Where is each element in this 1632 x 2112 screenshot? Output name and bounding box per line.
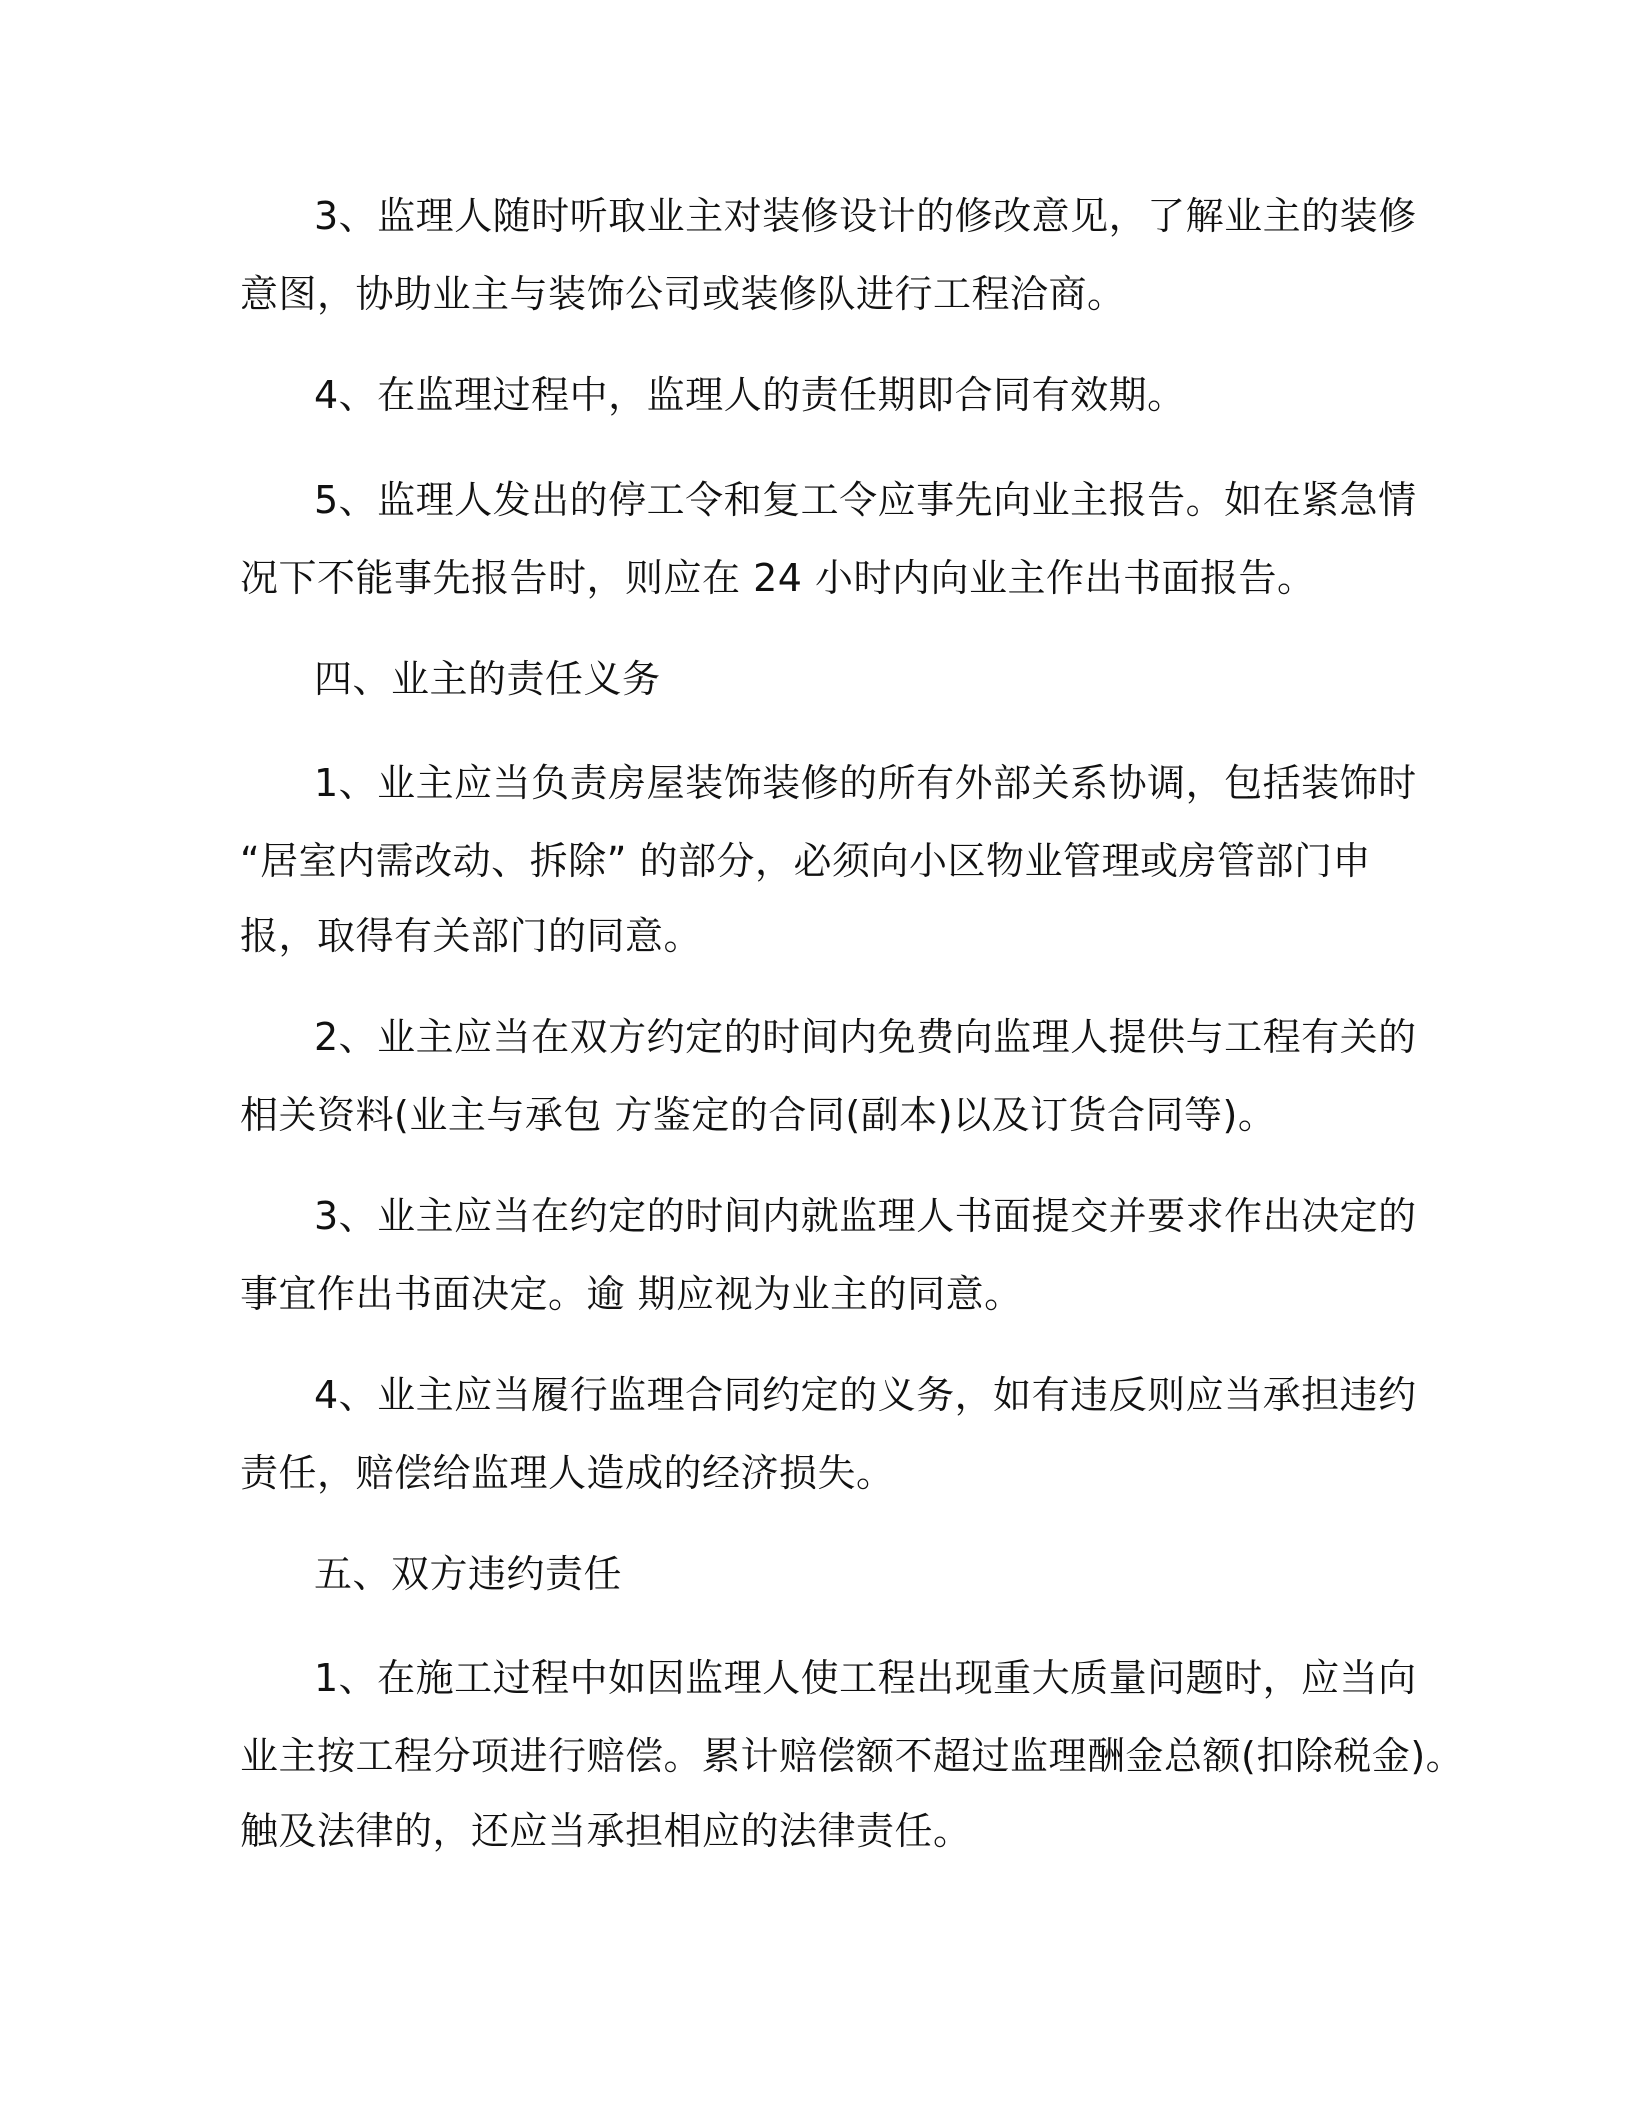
paragraph-line: 事宜作出书面决定。逾 期应视为业主的同意。 [240,1272,1023,1316]
paragraph-line: 责任，赔偿给监理人造成的经济损失。 [240,1451,895,1495]
paragraph-line: 4、业主应当履行监理合同约定的义务，如有违反则应当承担违约 [314,1373,1417,1417]
paragraph-line: 报，取得有关部门的同意。 [240,914,703,958]
paragraph-line: “居室内需改动、拆除” 的部分，必须向小区物业管理或房管部门申 [240,839,1371,883]
paragraph-line: 相关资料(业主与承包 方鉴定的合同(副本)以及订货合同等)。 [240,1093,1277,1137]
paragraph-line: 2、业主应当在双方约定的时间内免费向监理人提供与工程有关的 [314,1015,1417,1059]
paragraph-line: 况下不能事先报告时，则应在 24 小时内向业主作出书面报告。 [240,556,1316,600]
paragraph-line: 业主按工程分项进行赔偿。累计赔偿额不超过监理酬金总额(扣除税金)。 [240,1734,1465,1778]
section-heading: 五、双方违约责任 [314,1552,623,1596]
paragraph-line: 触及法律的，还应当承担相应的法律责任。 [240,1809,972,1853]
paragraph-line: 3、监理人随时听取业主对装修设计的修改意见，了解业主的装修 [314,194,1417,238]
paragraph-line: 1、在施工过程中如因监理人使工程出现重大质量问题时，应当向 [314,1656,1417,1700]
paragraph-line: 3、业主应当在约定的时间内就监理人书面提交并要求作出决定的 [314,1194,1417,1238]
paragraph-line: 4、在监理过程中，监理人的责任期即合同有效期。 [314,373,1186,417]
paragraph-line: 意图，协助业主与装饰公司或装修队进行工程洽商。 [240,272,1126,316]
paragraph-line: 1、业主应当负责房屋装饰装修的所有外部关系协调，包括装饰时 [314,761,1417,805]
paragraph-line: 5、监理人发出的停工令和复工令应事先向业主报告。如在紧急情 [314,478,1417,522]
section-heading: 四、业主的责任义务 [314,657,661,701]
